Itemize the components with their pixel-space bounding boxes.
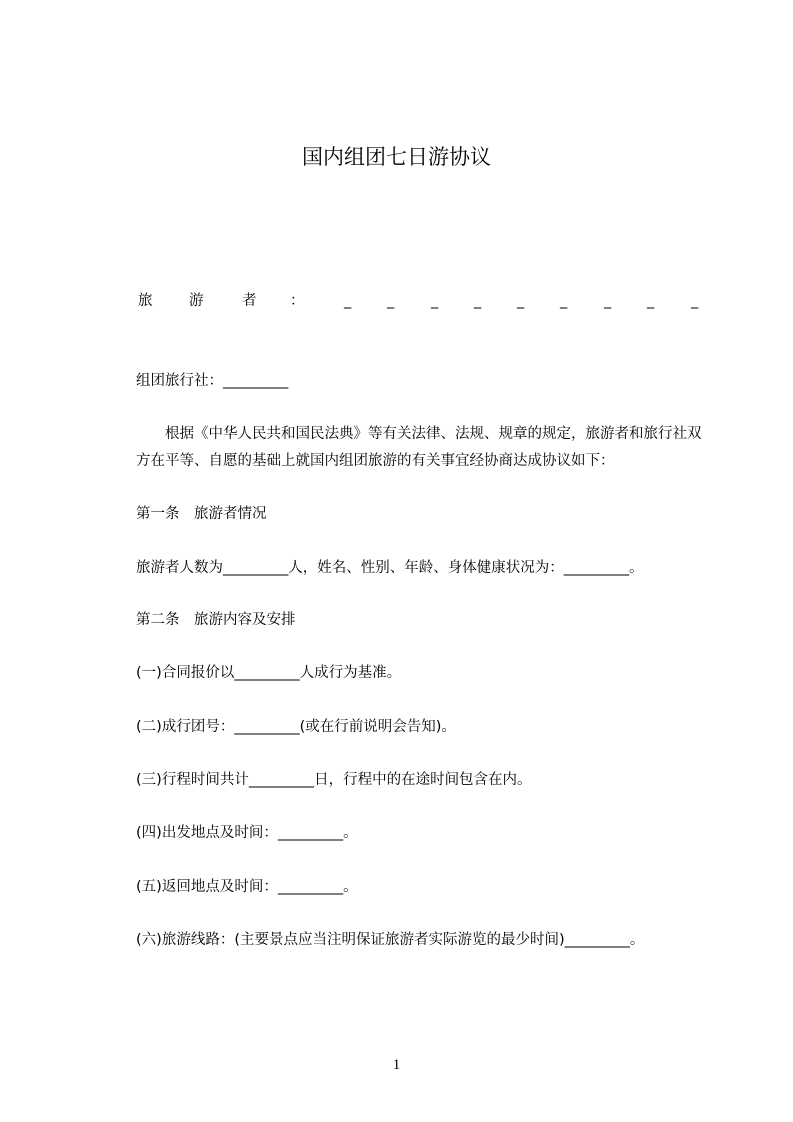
traveler-label-char: 者	[242, 293, 257, 309]
traveler-blank-mark: _	[517, 293, 525, 309]
article-1-heading: 第一条 旅游者情况	[136, 506, 267, 522]
traveler-blank-mark: _	[560, 293, 568, 309]
document-title: 国内组团七日游协议	[302, 145, 491, 169]
traveler-label-char: 旅	[138, 293, 153, 309]
traveler-blank-mark: _	[344, 293, 352, 309]
page-number: 1	[392, 1057, 401, 1073]
agency-line: 组团旅行社：_________	[136, 373, 289, 389]
traveler-blank-mark: _	[604, 293, 612, 309]
article-2-heading: 第二条 旅游内容及安排	[136, 612, 296, 628]
item-3: (三)行程时间共计_________日，行程中的在途时间包含在内。	[136, 772, 532, 788]
intro-paragraph: 根据《中华人民共和国民法典》等有关法律、法规、规章的规定，旅游者和旅行社双方在平等、自愿的基础上就国内组团旅游的有关事宜经协商达成协议如下：	[136, 426, 702, 469]
item-6: (六)旅游线路：(主要景点应当注明保证旅游者实际游览的最少时间)_________。	[136, 932, 645, 948]
traveler-blank-mark: _	[474, 293, 482, 309]
article-1-line: 旅游者人数为_________人，姓名、性别、年龄、身体健康状况为：_________。	[136, 560, 644, 576]
traveler-line	[136, 290, 702, 312]
traveler-blank-mark: _	[431, 293, 439, 309]
traveler-label-colon: ：	[290, 293, 305, 309]
item-5: (五)返回地点及时间：_________。	[136, 879, 358, 895]
item-4: (四)出发地点及时间：_________。	[136, 825, 358, 841]
traveler-label-char: 游	[189, 293, 204, 309]
item-1: (一)合同报价以_________人成行为基准。	[136, 665, 402, 681]
traveler-blank-mark: _	[647, 293, 655, 309]
traveler-blank-mark: _	[691, 293, 699, 309]
item-2: (二)成行团号：_________(或在行前说明会告知)。	[136, 719, 456, 735]
traveler-blank-mark: _	[387, 293, 395, 309]
